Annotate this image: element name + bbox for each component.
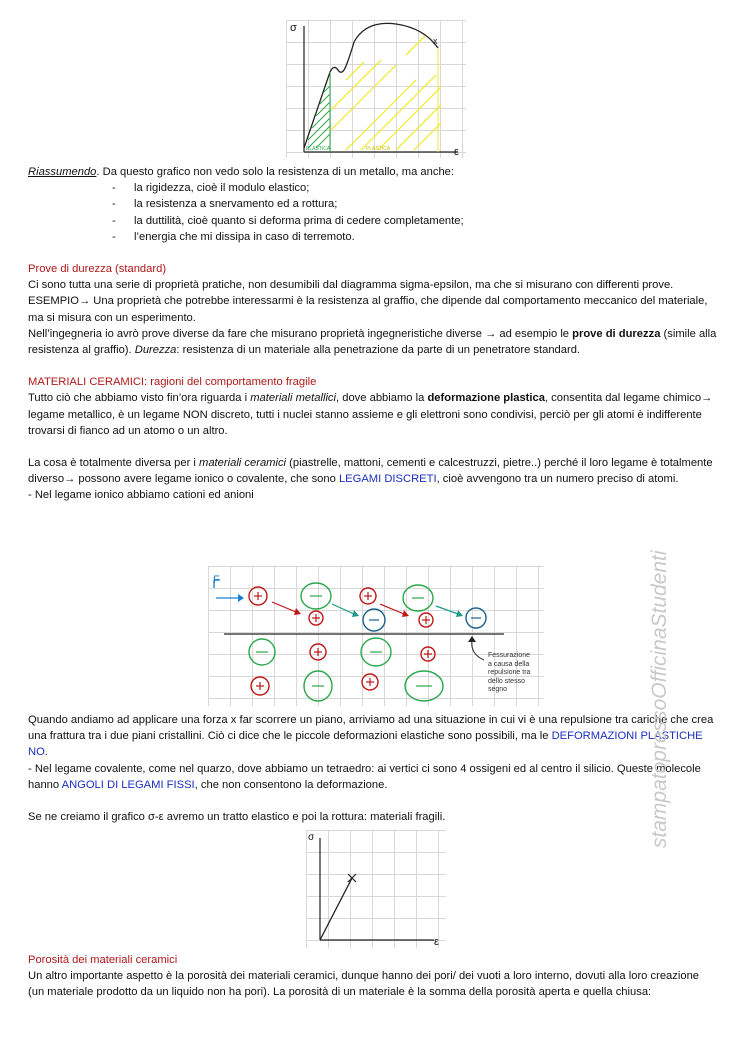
summary-section <box>28 164 718 504</box>
fracture-note: Fessurazione a causa della repulsione tra dello stesso segno <box>488 652 531 693</box>
ceramics-paragraph-1: Tutto ciò che abbiamo visto fin’ora riguarda i materiali metallici, dove abbiamo la deformazione plastica, consentita dal legame chimico→ legame metallico, è un legame NON discreto, tutti i nuclei stanno assieme e gli elettroni sono condivisi, perciò per gli atomi è indifferente trovarsi di fianco ad un atomo o un altro. <box>28 392 713 437</box>
ionic-lattice-figure <box>208 566 544 706</box>
ceramics-paragraph-3: - Nel legame ionico abbiamo cationi ed anioni <box>28 489 254 502</box>
stress-axis-label: σ <box>290 22 297 34</box>
list-item: - la duttilità, cioè quanto si deforma prima di cedere completamente; <box>28 213 718 229</box>
strain-axis-label: ε <box>434 936 439 948</box>
brittle-graph-paragraph: Se ne creiamo il grafico σ-ε avremo un tratto elastico e poi la rottura: materiali fragili. <box>28 811 446 824</box>
covalent-paragraph: - Nel legame covalente, come nel quarzo, dove abbiamo un tetraedro: ai vertici ci sono 4 ossigeni ed al centro il silicio. Queste molecole hanno ANGOLI DI LEGAMI FISSI, che non consentono la deformazione. <box>28 762 701 791</box>
hardness-paragraph-2: ESEMPIO→ Una proprietà che potrebbe interessarmi è la resistenza al graffio, che dipende dal comportamento meccanico del materiale, ma si misura con un esperimento. <box>28 295 708 324</box>
svg-text:x: x <box>433 36 438 46</box>
summary-intro <box>28 164 718 180</box>
hardness-paragraph-1: Ci sono tutta una serie di proprietà pratiche, non desumibili dal diagramma sigma-epsilon, ma che si misurano con differenti prove. <box>28 279 674 292</box>
hardness-heading: Prove di durezza (standard) <box>28 263 167 276</box>
stress-strain-ceramic-plot <box>306 830 446 948</box>
ceramics-heading: MATERIALI CERAMICI: ragioni del comportamento fragile <box>28 376 317 389</box>
summary-rest: . Da questo grafico non vedo solo la resistenza di un metallo, ma anche: <box>96 166 454 178</box>
list-item: - la resistenza a snervamento ed a rottura; <box>28 196 718 212</box>
porosity-paragraph: Un altro importante aspetto è la porosità dei materiali ceramici, dunque hanno dei pori/ dei vuoti a loro interno, dovuti alla loro creazione (un materiale prodotto da un liquido non ha pori). La porosità di un materiale è la somma della porosità aperta e quella chiusa: <box>28 970 700 999</box>
summary-lead: Riassumendo <box>28 166 97 178</box>
stress-strain-ceramic-figure <box>306 830 446 948</box>
summary-list <box>28 180 718 245</box>
stress-strain-metal-figure <box>286 20 466 158</box>
after-lattice-section <box>28 712 718 825</box>
porosity-heading: Porosità dei materiali ceramici <box>28 954 178 966</box>
watermark: stampatopressoOfficinaStudenti <box>647 550 671 849</box>
fracture-paragraph: Quando andiamo ad applicare una forza x far scorrere un piano, arriviamo ad una situazione in cui vi è una repulsione tra cariche che crea una frattura tra i due piani cristallini. Ciò ci dice che le piccole deformazioni elastiche sono possibili, ma le DEFORMAZIONI PLASTICHE NO. <box>28 714 714 759</box>
list-item: - l’energia che mi dissipa in caso di terremoto. <box>28 229 718 245</box>
stress-strain-metal-plot <box>286 20 466 158</box>
stress-axis-label: σ <box>308 832 315 843</box>
hardness-paragraph-3: Nell’ingegneria io avrò prove diverse da fare che misurano proprietà ingegneristiche diverse → ad esempio le prove di durezza (simile alla resistenza al graffio). Durezza: resistenza di un materiale alla penetrazione da parte di un penetratore standard. <box>28 327 717 357</box>
strain-axis-label: ε <box>454 146 459 158</box>
force-label: F <box>213 574 220 586</box>
ceramics-paragraph-2: La cosa è totalmente diversa per i materiali ceramici (piastrelle, mattoni, cementi e calcestruzzi, pietre..) perché il loro legame è totalmente diverso→ possono avere legame ionico o covalente, che sono LEGAMI DISCRETI, cioè avvengono tra un numero preciso di atomi. <box>28 457 713 486</box>
elastic-region-label: ELASTICA <box>306 146 331 152</box>
porosity-section <box>28 952 718 1001</box>
list-item: - la rigidezza, cioè il modulo elastico; <box>28 180 718 196</box>
plastic-region-label: PLASTICA <box>366 146 391 152</box>
